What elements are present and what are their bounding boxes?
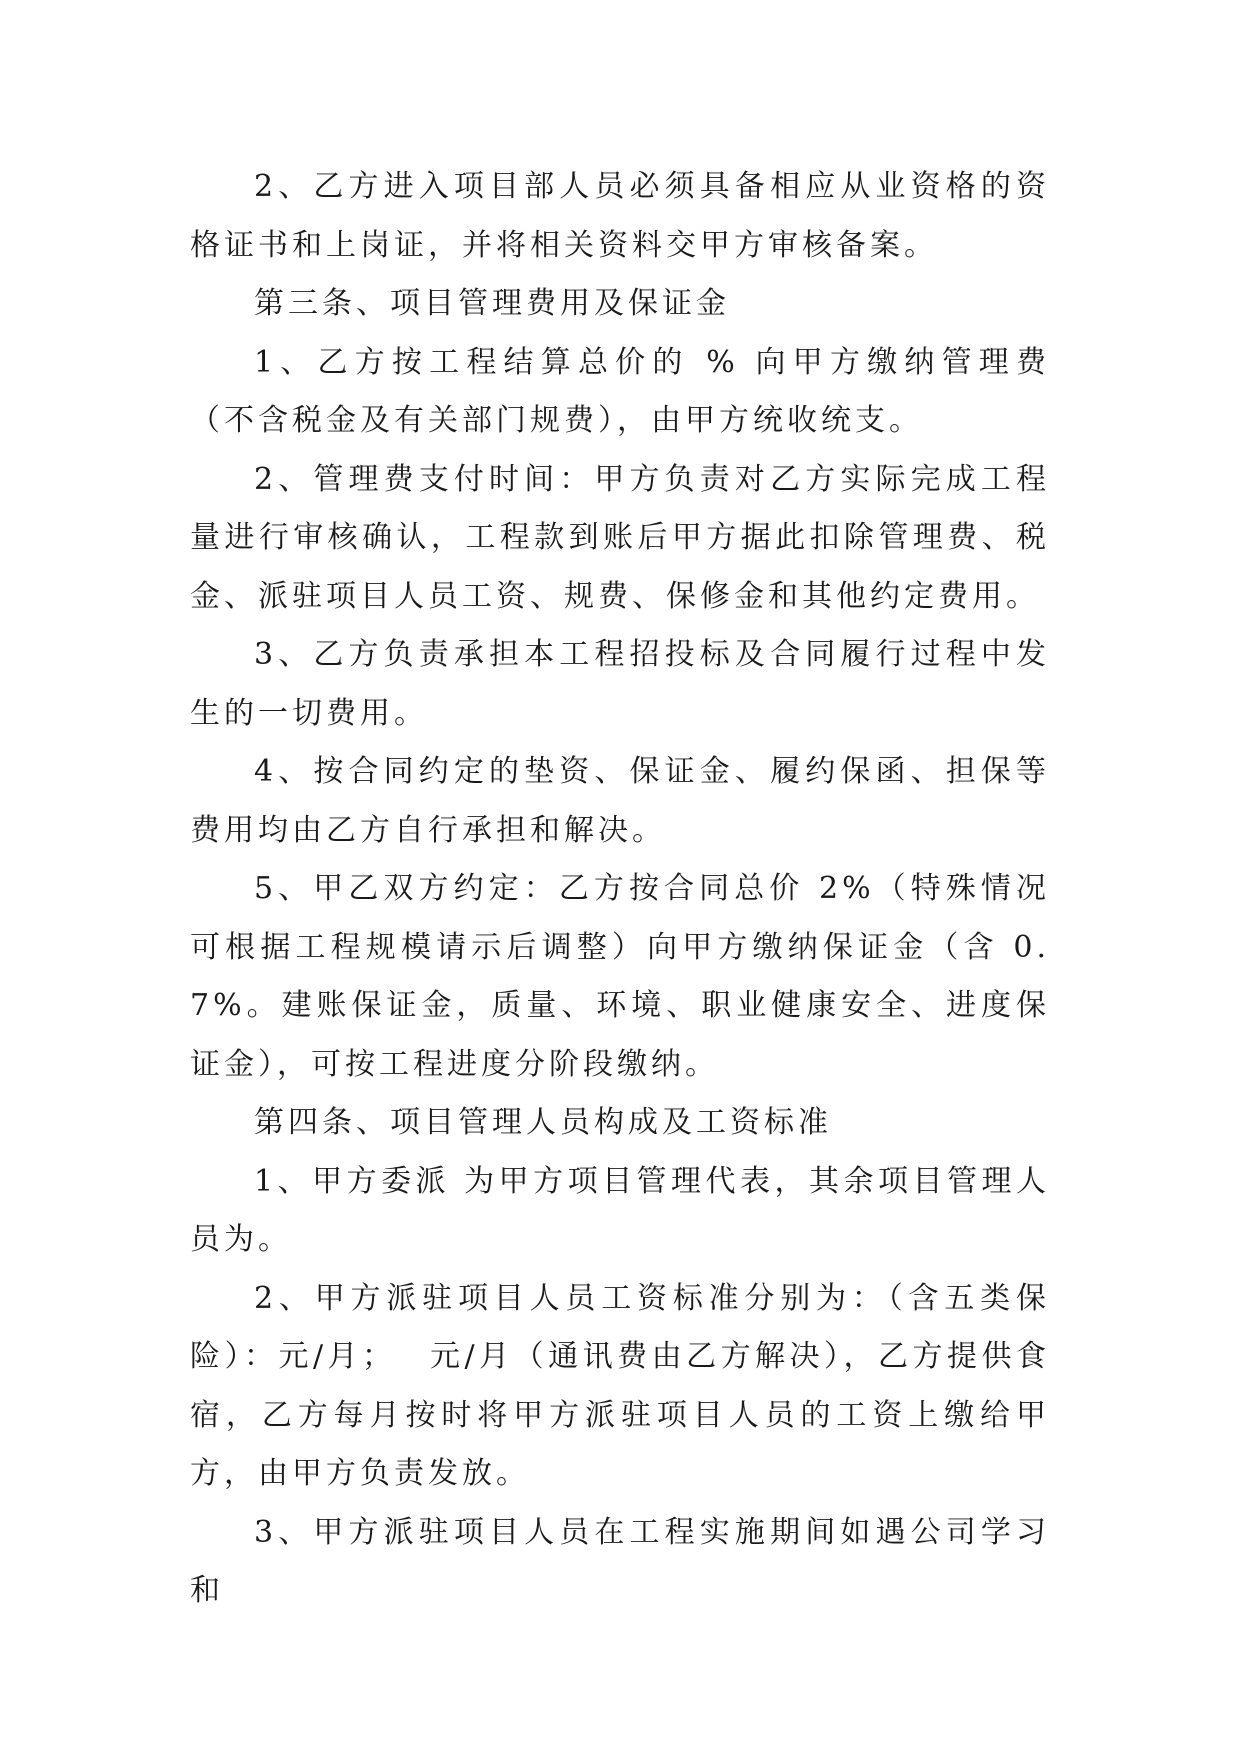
section-heading: 第三条、项目管理费用及保证金 [254, 286, 730, 321]
document-body [190, 158, 1050, 1621]
section-heading: 第四条、项目管理人员构成及工资标准 [254, 1105, 832, 1140]
paragraph: 2、乙方进入项目部人员必须具备相应从业资格的资格证书和上岗证，并将相关资料交甲方审核备案。 [190, 169, 1050, 263]
paragraph: 2、甲方派驻项目人员工资标准分别为：（含五类保险）：元/月； 元/月（通讯费由乙方解决），乙方提供食宿，乙方每月按时将甲方派驻项目人员的工资上缴给甲方，由甲方负责发放。 [190, 1280, 1050, 1491]
paragraph: 1、乙方按工程结算总价的 % 向甲方缴纳管理费（不含税金及有关部门规费），由甲方统收统支。 [190, 344, 1050, 438]
paragraph: 3、乙方负责承担本工程招投标及合同履行过程中发生的一切费用。 [190, 637, 1050, 731]
paragraph: 4、按合同约定的垫资、保证金、履约保函、担保等费用均由乙方自行承担和解决。 [190, 754, 1050, 848]
paragraph: 2、管理费支付时间：甲方负责对乙方实际完成工程量进行审核确认，工程款到账后甲方据此扣除管理费、税金、派驻项目人员工资、规费、保修金和其他约定费用。 [190, 461, 1050, 614]
paragraph: 3、甲方派驻项目人员在工程实施期间如遇公司学习和 [190, 1514, 1050, 1608]
paragraph: 1、甲方委派 为甲方项目管理代表，其余项目管理人员为。 [190, 1163, 1050, 1257]
paragraph: 5、甲乙双方约定：乙方按合同总价 2%（特殊情况可根据工程规模请示后调整）向甲方缴纳保证金（含 0.7%。建账保证金，质量、环境、职业健康安全、进度保证金），可按工程进度分阶段缴纳。 [190, 871, 1050, 1082]
